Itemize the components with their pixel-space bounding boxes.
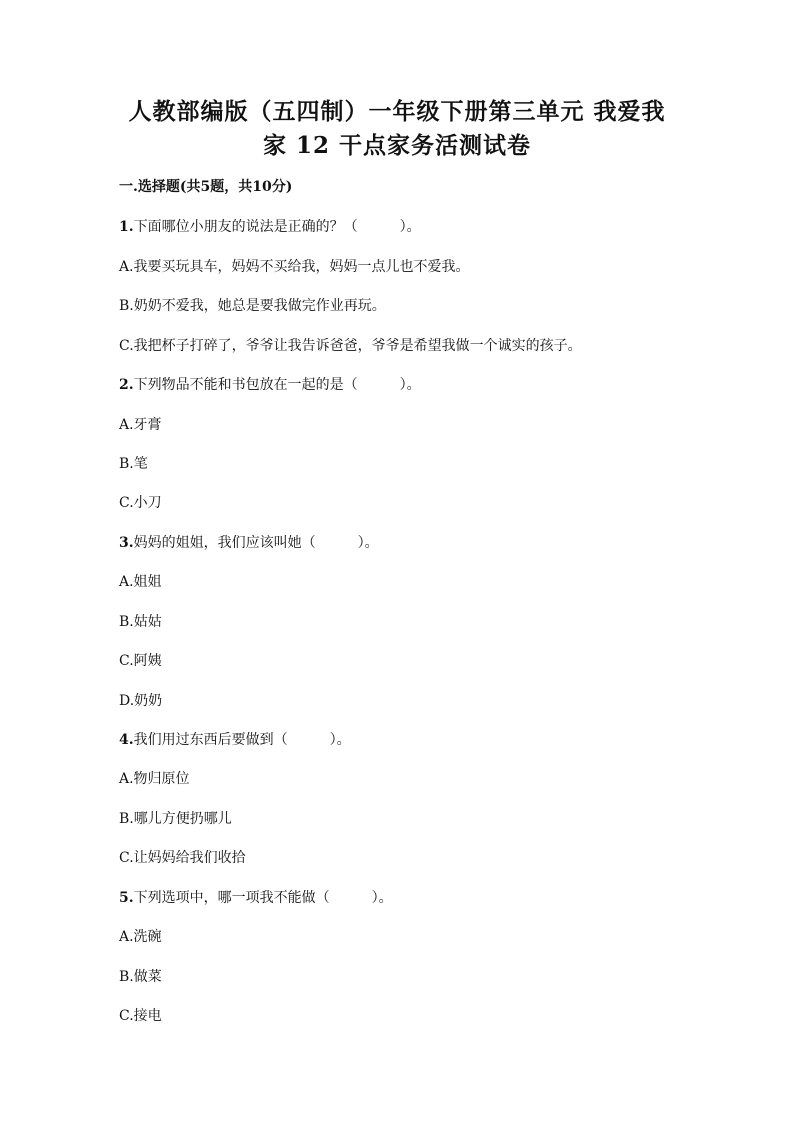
question-4 (119, 729, 351, 751)
question-stem-end: ）。 (399, 377, 421, 393)
question-stem: 妈妈的姐姐，我们应该叫她（ (133, 535, 316, 551)
question-stem: 下列选项中，哪一项我不能做（ (133, 890, 330, 906)
question-stem-end: ）。 (371, 890, 393, 906)
option-3d: D.奶奶 (119, 693, 163, 709)
section-heading: 一.选择题(共5题，共10分) (119, 179, 293, 195)
question-stem: 下列物品不能和书包放在一起的是（ (133, 377, 358, 393)
question-number: 3. (119, 535, 134, 551)
option-1b: B.奶奶不爱我，她总是要我做完作业再玩。 (119, 298, 386, 314)
question-3 (119, 532, 379, 554)
option-3c: C.阿姨 (119, 653, 162, 669)
option-1a: A.我要买玩具车，妈妈不买给我，妈妈一点儿也不爱我。 (119, 259, 470, 275)
option-5a: A.洗碗 (119, 929, 162, 945)
option-4c: C.让妈妈给我们收拾 (119, 850, 246, 866)
question-stem-end: ）。 (399, 219, 421, 235)
option-4a: A.物归原位 (119, 771, 190, 787)
option-1c: C.我把杯子打碎了，爷爷让我告诉爸爸，爷爷是希望我做一个诚实的孩子。 (119, 338, 582, 354)
question-stem: 我们用过东西后要做到（ (133, 732, 288, 748)
question-5 (119, 887, 393, 909)
option-4b: B.哪儿方便扔哪儿 (119, 811, 232, 827)
option-3b: B.姑姑 (119, 614, 162, 630)
option-5c: C.接电 (119, 1008, 162, 1024)
page-title-line-2: 家 12 干点家务活测试卷 (262, 132, 532, 159)
question-2 (119, 374, 421, 396)
question-stem-end: ）。 (357, 535, 379, 551)
question-stem-end: ）。 (329, 732, 351, 748)
question-1 (119, 216, 421, 238)
question-number: 2. (119, 377, 134, 393)
option-2b: B.笔 (119, 456, 148, 472)
question-number: 1. (119, 219, 134, 235)
question-number: 4. (119, 732, 134, 748)
question-stem: 下面哪位小朋友的说法是正确的？（ (133, 219, 358, 235)
page-title-line-1: 人教部编版（五四制）一年级下册第三单元 我爱我 (128, 98, 666, 125)
option-2a: A.牙膏 (119, 417, 162, 433)
option-3a: A.姐姐 (119, 574, 162, 590)
question-number: 5. (119, 890, 134, 906)
option-5b: B.做菜 (119, 969, 162, 985)
option-2c: C.小刀 (119, 495, 162, 511)
